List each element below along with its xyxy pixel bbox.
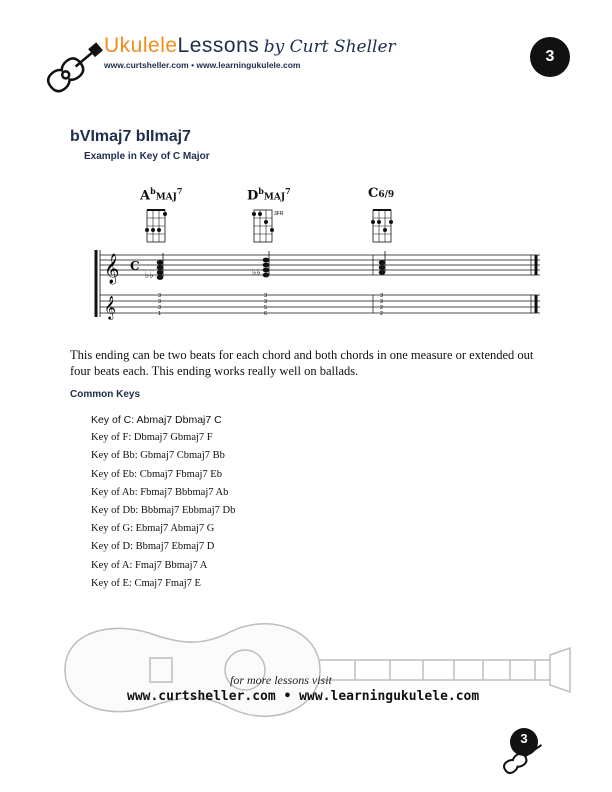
svg-text:3: 3 — [264, 299, 268, 305]
key-line: Key of A: Fmaj7 Bbmaj7 A — [91, 559, 208, 571]
brand-ukulele: Ukulele — [104, 34, 178, 57]
section-subtitle: Example in Key of C Major — [84, 151, 210, 162]
key-line: Key of C: Abmaj7 Dbmaj7 C — [91, 414, 222, 426]
chord-diagram-1 — [145, 210, 167, 242]
key-line: Key of Ab: Fbmaj7 Bbbmaj7 Ab — [91, 486, 229, 498]
svg-text:5: 5 — [264, 305, 268, 311]
chord-name-1: $A^bMAJ^7$ — [140, 186, 183, 204]
key-line: Key of F: Dbmaj7 Gbmaj7 F — [91, 432, 213, 444]
svg-text:3: 3 — [158, 293, 162, 299]
key-line: Key of D: Bbmaj7 Ebmaj7 D — [91, 541, 215, 553]
body-paragraph: This ending can be two beats for each chord and both chords in one measure or extended out four beats each. This ending works really well on ballads. — [70, 348, 534, 378]
key-line: Key of E: Cmaj7 Fmaj7 E — [91, 577, 201, 589]
svg-text:1: 1 — [158, 311, 162, 317]
footer-page-badge — [500, 725, 562, 775]
standard-staff — [100, 255, 540, 275]
header — [0, 0, 612, 100]
chord-name-3: C6/9 — [368, 186, 395, 201]
tab-staff — [100, 295, 540, 313]
footer-page-number: 3 — [520, 731, 528, 746]
svg-text:♭♭: ♭♭ — [145, 271, 154, 281]
brand-author: by Curt Sheller — [263, 37, 396, 57]
chord-name-2: $D^bMAJ^7$ — [247, 186, 291, 204]
time-signature: C — [130, 259, 140, 273]
svg-text:2: 2 — [380, 305, 384, 311]
key-line: Key of G: Ebmaj7 Abmaj7 G — [91, 523, 215, 535]
footer-visit-text: for more lessons visit — [230, 673, 332, 687]
common-keys-list — [91, 414, 235, 596]
svg-text:3: 3 — [158, 299, 162, 305]
svg-text:3: 3 — [380, 299, 384, 305]
svg-text:3: 3 — [158, 305, 162, 311]
tab-column-2 — [264, 293, 267, 317]
key-line: Key of Db: Bbbmaj7 Ebbmaj7 Db — [91, 504, 236, 516]
header-urls: www.curtsheller.com • www.learningukulele.com — [104, 60, 301, 70]
ukulele-watermark-icon — [55, 610, 575, 730]
tab-clef-icon: 𝄞 — [104, 295, 116, 319]
svg-text:6: 6 — [264, 311, 268, 317]
tab-column-3 — [380, 293, 383, 317]
svg-text:2: 2 — [380, 311, 384, 317]
chord-diagram-3 — [371, 210, 393, 242]
chord-diagram-2 — [252, 210, 284, 242]
ukulele-logo-icon — [34, 30, 106, 102]
notation-figure — [90, 205, 550, 325]
brand-lessons: Lessons — [177, 34, 260, 57]
staff-chord-3 — [379, 251, 386, 275]
page-number-badge: 3 — [530, 37, 570, 77]
key-line: Key of Eb: Cbmaj7 Fbmaj7 Eb — [91, 468, 222, 480]
treble-clef-icon: 𝄞 — [104, 254, 120, 284]
tab-column-1 — [158, 293, 161, 317]
section-title: bVImaj7 bIImaj7 — [70, 128, 191, 145]
svg-text:3: 3 — [264, 293, 268, 299]
key-line: Key of Bb: Gbmaj7 Cbmaj7 Bb — [91, 450, 225, 462]
fret-label: 3FR — [274, 211, 284, 217]
common-keys-heading: Common Keys — [70, 389, 141, 400]
footer-urls: www.curtsheller.com • www.learningukulele.com — [127, 689, 480, 704]
svg-text:♭♭: ♭♭ — [252, 268, 261, 278]
system-bracket — [96, 250, 100, 317]
svg-text:3: 3 — [380, 293, 384, 299]
brand-wordmark — [104, 34, 396, 58]
staff-chord-1 — [145, 253, 163, 281]
